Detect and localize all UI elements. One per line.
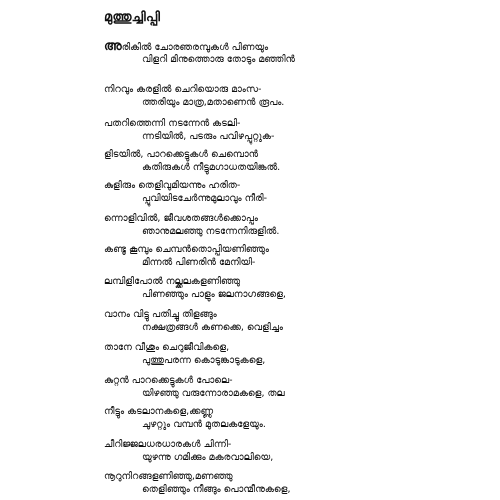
stanza-4 bbox=[104, 148, 280, 174]
poem-line: ചീറിജ്ജലധരധാരകൾ ചിന്നി- bbox=[104, 439, 232, 450]
poem-line: ചുഴറ്റും വമ്പൻ മുതലകളേയും. bbox=[142, 419, 266, 430]
poem-line: ന്നടിയിൽ, പടരും പവിഴപ്പുറ്റുക- bbox=[142, 131, 275, 142]
stanza-6 bbox=[104, 212, 279, 238]
poem-line: യുഴന്നു ഗമിക്കും മകരവാലിയെ, bbox=[142, 452, 274, 463]
stanza-12 bbox=[104, 405, 266, 431]
poem-line: ഞാനുമലഞ്ഞു നടന്നേനിരുളിൽ. bbox=[142, 226, 280, 237]
poem-title: മുത്തുച്ചിപ്പി bbox=[104, 10, 161, 25]
poem-line: പ്പൂവിയിടചേർന്നുമുലാവും നീരി- bbox=[142, 193, 268, 204]
poem-line: നൂറുനിറങ്ങളണിഞ്ഞു,മണഞ്ഞു bbox=[104, 471, 233, 482]
drop-cap: അ bbox=[104, 39, 122, 54]
stanza-1 bbox=[104, 40, 295, 66]
poem-line: വിളറി മിനുത്തൊരു തോടും മഞ്ഞിൻ bbox=[142, 54, 295, 65]
poem-line: നക്ഷത്രങ്ങൾ കണക്കെ, വെളിച്ചം bbox=[142, 322, 283, 333]
poem-line: വാനം വിട്ടു പതിച്ചു തിളങ്ങും bbox=[104, 309, 217, 320]
poem-line: നീട്ടും കടലാനകളെ,ക്കണ്ണു bbox=[104, 406, 214, 417]
stanza-10 bbox=[104, 341, 265, 367]
stanza-14 bbox=[104, 470, 290, 496]
poem-line: ന്നൊളിവിൽ, ജീവശതങ്ങൾക്കൊപ്പം bbox=[104, 213, 258, 224]
poem-line: ലമ്പിളിപോൽ നല്ക്കലകളണിഞ്ഞു bbox=[104, 276, 241, 287]
stanza-11 bbox=[104, 374, 285, 400]
poem-line: പിണഞ്ഞും പാളും ജലനാഗങ്ങളെ, bbox=[142, 289, 286, 300]
poem-line: കുളിരും തെളിവുമിയന്നും ഹരിത- bbox=[104, 180, 241, 191]
poem-line: മിന്നൽ പിണരിൻ മേനിയി- bbox=[142, 257, 256, 268]
poem-line: കണ്ടൂ കൂമ്പും ചെമ്പൻതൊപ്പിയണിഞ്ഞും bbox=[104, 244, 269, 255]
stanza-7 bbox=[104, 243, 269, 269]
first-line-text: രികിൽ ചോരഞരമ്പുകൾ പിണയും bbox=[121, 42, 269, 53]
stanza-9 bbox=[104, 308, 283, 334]
poem-line: പതറിത്തെന്നി നടന്നേൻ കടലി- bbox=[104, 118, 241, 129]
stanza-3 bbox=[104, 117, 274, 143]
poem-line: കുറ്റൻ പാറക്കെട്ടുകൾ പോലെ- bbox=[104, 375, 233, 386]
poem-line bbox=[104, 40, 295, 53]
poem-line: തെളിഞ്ഞും നീങ്ങും പൊന്മീനുകളെ, bbox=[142, 484, 291, 495]
stanza-2 bbox=[104, 83, 284, 109]
poem-line: താനേ വീശും ചെറുജീവികളെ, bbox=[104, 342, 230, 353]
stanza-13 bbox=[104, 438, 273, 464]
poem-line: യിഴഞ്ഞു വരുന്നോരാമകളെ, തല bbox=[142, 388, 285, 399]
poem-line: പുത്തുപരന്ന കൊടുങ്കാടുകളെ, bbox=[142, 355, 266, 366]
poem-line: കതിരുകൾ നീട്ടുമഗാധതയിങ്കൽ. bbox=[142, 162, 281, 173]
poem-line: നിറവും കരളിൽ ചെറിയൊരു മാംസ- bbox=[104, 84, 262, 95]
stanza-5 bbox=[104, 179, 267, 205]
poem-line: ളിടയിൽ, പാറക്കെട്ടുകൾ ചെമ്പൊൻ bbox=[104, 149, 259, 160]
poem-line: ത്തരിയും മാത്ര,മതാണെൻ രൂപം. bbox=[142, 97, 285, 108]
stanza-8 bbox=[104, 275, 286, 301]
